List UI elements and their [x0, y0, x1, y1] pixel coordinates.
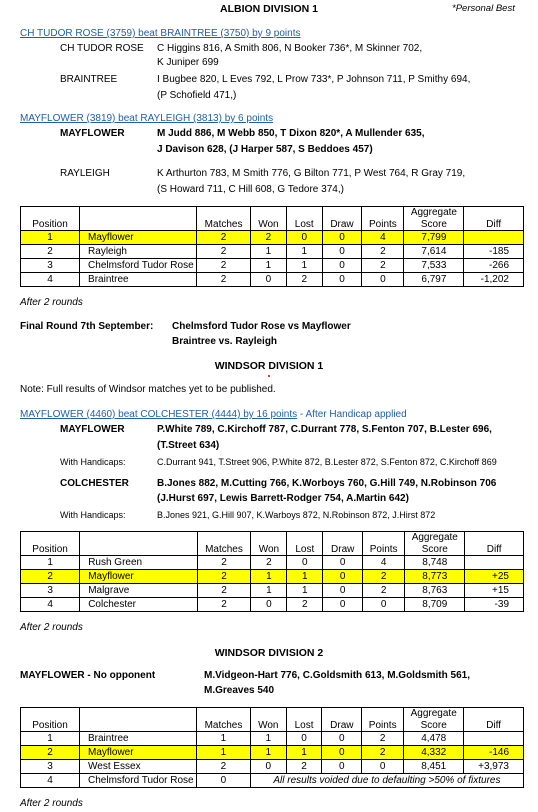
cell-aggregate: 7,533 [404, 259, 464, 273]
windsor1-match-suffix: - After Handicap applied [297, 409, 407, 420]
cell-won: 2 [251, 556, 287, 570]
team-name: RAYLEIGH [60, 168, 110, 179]
after-rounds: After 2 rounds [20, 622, 83, 633]
cell-won: 0 [250, 760, 286, 774]
cell-team: Rush Green [80, 556, 197, 570]
cell-matches: 1 [197, 746, 251, 760]
cell-matches: 2 [197, 556, 251, 570]
personal-best-note: *Personal Best [452, 3, 515, 14]
cell-draw: 0 [322, 760, 362, 774]
cell-matches: 2 [197, 598, 251, 612]
cell-points: 0 [362, 273, 404, 287]
cell-team: Mayflower [80, 231, 197, 245]
cell-position: 4 [21, 774, 80, 788]
cell-diff: -185 [464, 245, 524, 259]
cell-matches: 2 [197, 231, 251, 245]
team-scores: M.Vidgeon-Hart 776, C.Goldsmith 613, M.Goldsmith 561, [204, 670, 470, 681]
cell-lost: 1 [286, 245, 322, 259]
team-scores: (S Howard 711, C Hill 608, G Tedore 374,) [157, 184, 344, 195]
cell-position: 1 [21, 556, 80, 570]
cell-diff: +25 [465, 570, 524, 584]
table-row-voided [21, 774, 524, 788]
table-header-row [21, 207, 524, 231]
cell-won: 1 [250, 732, 286, 746]
team-scores: (T.Street 634) [157, 440, 220, 451]
windsor1-match-title[interactable]: MAYFLOWER (4460) beat COLCHESTER (4444) by 16 points [20, 409, 298, 420]
cell-aggregate: 8,709 [405, 598, 465, 612]
cell-team: Braintree [80, 273, 197, 287]
col-points: Points [362, 207, 404, 231]
table-row [21, 598, 524, 612]
cell-points: 2 [363, 584, 405, 598]
team-scores: J Davison 628, (J Harper 587, S Beddoes 457) [157, 144, 373, 155]
cell-lost: 2 [286, 273, 322, 287]
table-header-row [21, 708, 524, 732]
cell-diff: -146 [464, 746, 524, 760]
table-row [21, 746, 524, 760]
windsor2-heading: WINDSOR DIVISION 2 [214, 647, 324, 659]
table-row [21, 556, 524, 570]
cell-team: Chelmsford Tudor Rose [80, 774, 197, 788]
team-name: MAYFLOWER [60, 128, 125, 139]
col-aggregate: Aggregate Score [404, 207, 464, 231]
after-rounds: After 2 rounds [20, 798, 83, 809]
cell-diff [464, 231, 524, 245]
cell-points: 4 [363, 556, 405, 570]
cell-matches: 2 [197, 273, 251, 287]
cell-lost: 1 [287, 584, 323, 598]
cell-won: 0 [250, 273, 286, 287]
col-lost: Lost [286, 708, 322, 732]
col-aggregate: Aggregate Score [404, 708, 464, 732]
cell-won: 1 [250, 245, 286, 259]
table-row [21, 584, 524, 598]
cell-matches: 0 [197, 774, 251, 788]
col-draw: Draw [323, 532, 363, 556]
col-matches: Matches [197, 708, 251, 732]
team-name: COLCHESTER [60, 478, 129, 489]
voided-note: All results voided due to defaulting >50% of fixtures [250, 774, 523, 788]
cell-points: 0 [362, 760, 404, 774]
cell-diff: -1,202 [464, 273, 524, 287]
albion-heading: ALBION DIVISION 1 [219, 3, 318, 15]
team-handicaps: C.Durrant 941, T.Street 906, P.White 872, B.Lester 872, S.Fenton 872, C.Kirchoff 869 [157, 457, 497, 467]
team-name: CH TUDOR ROSE [60, 43, 144, 54]
cell-draw: 0 [322, 259, 362, 273]
cell-diff [465, 556, 524, 570]
windsor2-league-table [20, 707, 524, 788]
handicaps-label: With Handicaps: [60, 510, 126, 520]
table-header-row [21, 532, 524, 556]
team-scores: (J.Hurst 697, Lewis Barrett-Rodger 754, A.Martin 642) [157, 493, 409, 504]
cell-diff: -39 [465, 598, 524, 612]
cell-position: 4 [21, 273, 80, 287]
windsor1-note: Note: Full results of Windsor matches yet to be published. [20, 384, 276, 395]
cell-position: 2 [21, 746, 80, 760]
cell-lost: 1 [287, 570, 323, 584]
cell-won: 2 [250, 231, 286, 245]
cell-team: Rayleigh [80, 245, 197, 259]
col-position: Position [21, 207, 80, 231]
cell-lost: 0 [287, 556, 323, 570]
table-row [21, 245, 524, 259]
albion-match1-title[interactable]: CH TUDOR ROSE (3759) beat BRAINTREE (3750) by 9 points [20, 28, 301, 39]
col-diff: Diff [465, 532, 524, 556]
cell-aggregate: 4,332 [404, 746, 464, 760]
cell-team: Mayflower [80, 570, 197, 584]
cell-draw: 0 [322, 746, 362, 760]
cell-diff: +3,973 [464, 760, 524, 774]
col-team [80, 708, 197, 732]
final-round-label: Final Round 7th September: [20, 321, 154, 332]
col-matches: Matches [197, 207, 251, 231]
cell-aggregate: 7,614 [404, 245, 464, 259]
albion-league-table [20, 206, 524, 287]
col-draw: Draw [322, 207, 362, 231]
cell-aggregate: 8,451 [404, 760, 464, 774]
col-aggregate: Aggregate Score [405, 532, 465, 556]
team-scores: C Higgins 816, A Smith 806, N Booker 736*, M Skinner 702, [157, 43, 423, 54]
col-won: Won [250, 207, 286, 231]
cell-draw: 0 [323, 556, 363, 570]
team-scores: K Arthurton 783, M Smith 776, G Bilton 771, P West 764, R Gray 719, [157, 168, 466, 179]
team-scores: M Judd 886, M Webb 850, T Dixon 820*, A Mullender 635, [157, 128, 425, 139]
col-diff: Diff [464, 207, 524, 231]
cell-aggregate: 8,773 [405, 570, 465, 584]
table-row [21, 760, 524, 774]
cell-team: Colchester [80, 598, 197, 612]
team-scores: B.Jones 882, M.Cutting 766, K.Worboys 760, G.Hill 749, N.Robinson 706 [157, 478, 497, 489]
team-scores: P.White 789, C.Kirchoff 787, C.Durrant 778, S.Fenton 707, B.Lester 696, [157, 424, 492, 435]
cell-diff: -266 [464, 259, 524, 273]
col-draw: Draw [322, 708, 362, 732]
col-position: Position [21, 532, 80, 556]
table-row [21, 570, 524, 584]
col-lost: Lost [287, 532, 323, 556]
cell-position: 1 [21, 732, 80, 746]
team-scores: I Bugbee 820, L Eves 792, L Prow 733*, P Johnson 711, P Smithy 694, [157, 74, 471, 85]
marker-dot [268, 375, 270, 377]
cell-points: 4 [362, 231, 404, 245]
col-position: Position [21, 708, 80, 732]
after-rounds: After 2 rounds [20, 297, 83, 308]
cell-position: 2 [21, 245, 80, 259]
cell-position: 3 [21, 584, 80, 598]
cell-lost: 2 [287, 598, 323, 612]
fixture: Chelmsford Tudor Rose vs Mayflower [172, 321, 351, 332]
cell-points: 2 [362, 259, 404, 273]
cell-position: 3 [21, 760, 80, 774]
table-row [21, 231, 524, 245]
cell-position: 1 [21, 231, 80, 245]
cell-team: Malgrave [80, 584, 197, 598]
windsor1-league-table [20, 531, 524, 612]
cell-draw: 0 [322, 732, 362, 746]
cell-matches: 2 [197, 760, 251, 774]
cell-won: 1 [250, 259, 286, 273]
table-row [21, 273, 524, 287]
col-won: Won [250, 708, 286, 732]
fixture: Braintree vs. Rayleigh [172, 336, 278, 347]
cell-draw: 0 [323, 570, 363, 584]
team-name: BRAINTREE [60, 74, 118, 85]
cell-draw: 0 [322, 245, 362, 259]
col-points: Points [362, 708, 404, 732]
cell-lost: 2 [286, 760, 322, 774]
col-diff: Diff [464, 708, 524, 732]
cell-aggregate: 8,763 [405, 584, 465, 598]
team-scores: K Juniper 699 [157, 57, 219, 68]
windsor1-heading: WINDSOR DIVISION 1 [214, 360, 324, 372]
team-handicaps: B.Jones 921, G.Hill 907, K.Warboys 872, N.Robinson 872, J.Hirst 872 [157, 510, 436, 520]
cell-won: 0 [251, 598, 287, 612]
cell-points: 0 [363, 598, 405, 612]
cell-position: 2 [21, 570, 80, 584]
cell-matches: 2 [197, 584, 251, 598]
cell-lost: 1 [286, 746, 322, 760]
cell-points: 2 [362, 746, 404, 760]
cell-aggregate: 6,797 [404, 273, 464, 287]
albion-match2-title[interactable]: MAYFLOWER (3819) beat RAYLEIGH (3813) by 6 points [20, 113, 274, 124]
cell-position: 3 [21, 259, 80, 273]
col-points: Points [363, 532, 405, 556]
cell-won: 1 [251, 570, 287, 584]
cell-draw: 0 [322, 231, 362, 245]
cell-diff [464, 732, 524, 746]
cell-lost: 1 [286, 259, 322, 273]
cell-team: West Essex [80, 760, 197, 774]
cell-diff: +15 [465, 584, 524, 598]
col-won: Won [251, 532, 287, 556]
cell-draw: 0 [322, 273, 362, 287]
cell-team: Braintree [80, 732, 197, 746]
col-team [80, 532, 197, 556]
col-matches: Matches [197, 532, 251, 556]
cell-matches: 2 [197, 570, 251, 584]
cell-aggregate: 4,478 [404, 732, 464, 746]
cell-won: 1 [250, 746, 286, 760]
cell-position: 4 [21, 598, 80, 612]
cell-points: 2 [363, 570, 405, 584]
team-scores: (P Schofield 471,) [157, 90, 237, 101]
windsor1-match-title-line [20, 409, 407, 422]
team-name: MAYFLOWER [60, 424, 125, 435]
cell-points: 2 [362, 732, 404, 746]
cell-won: 1 [251, 584, 287, 598]
cell-matches: 1 [197, 732, 251, 746]
cell-matches: 2 [197, 245, 251, 259]
cell-draw: 0 [323, 598, 363, 612]
cell-aggregate: 7,799 [404, 231, 464, 245]
cell-team: Chelmsford Tudor Rose [80, 259, 197, 273]
cell-aggregate: 8,748 [405, 556, 465, 570]
cell-lost: 0 [286, 231, 322, 245]
cell-draw: 0 [323, 584, 363, 598]
team-scores: M.Greaves 540 [204, 685, 275, 696]
cell-matches: 2 [197, 259, 251, 273]
table-row [21, 732, 524, 746]
cell-team: Mayflower [80, 746, 197, 760]
table-row [21, 259, 524, 273]
handicaps-label: With Handicaps: [60, 457, 126, 467]
col-lost: Lost [286, 207, 322, 231]
cell-lost: 0 [286, 732, 322, 746]
windsor2-team: MAYFLOWER - No opponent [20, 670, 156, 681]
cell-points: 2 [362, 245, 404, 259]
col-team [80, 207, 197, 231]
